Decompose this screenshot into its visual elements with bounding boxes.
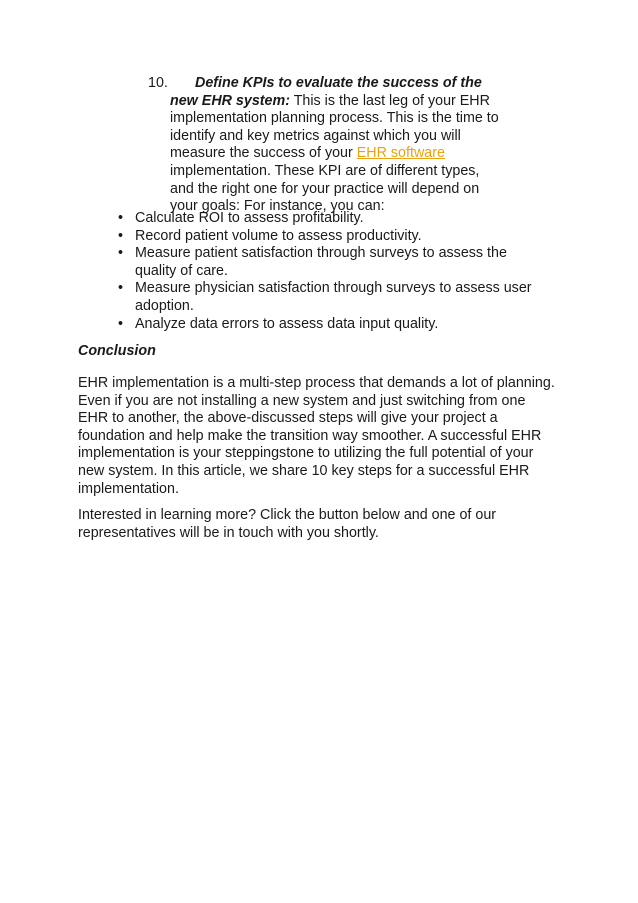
- item-number: 10.: [148, 75, 168, 91]
- bullet-icon: •: [118, 315, 124, 332]
- bullet-icon: •: [118, 227, 124, 244]
- item-line: implementation. These KPI are of different types,: [170, 162, 480, 179]
- conclusion-paragraph: EHR implementation is a multi-step process that demands a lot of planning. Even if you are not installing a new system and just switching from one EHR to another, the above-discussed steps will give your project a foundation and help make the transition way smoother. A successful EHR implementation is your steppingstone to utilizing the full potential of your new system. In this article, we share 10 key steps for a successful EHR implementation.: [78, 375, 555, 497]
- ehr-software-link[interactable]: EHR software: [356, 145, 445, 162]
- bullet-icon: •: [118, 280, 124, 297]
- item-line: [148, 93, 548, 111]
- list-item: • Analyze data errors to assess data input quality.: [118, 315, 439, 332]
- item-line: your goals: For instance, you can:: [170, 198, 385, 215]
- bullet-icon: •: [118, 210, 124, 226]
- bullet-icon: •: [118, 245, 124, 262]
- kpi-bullet-list: [108, 210, 568, 333]
- list-item: • Calculate ROI to assess profitability.: [118, 210, 364, 226]
- list-item: • Measure patient satisfaction through surveys to assess the quality of care.: [118, 245, 507, 279]
- item-heading-line1: Define KPIs to evaluate the success of the: [195, 75, 482, 91]
- item-line: identify and key metrics against which you will: [170, 127, 461, 144]
- item-line: measure the success of your EHR software: [170, 145, 445, 162]
- item-heading-line2: new EHR system:: [170, 92, 290, 109]
- numbered-item-10: [148, 75, 548, 216]
- list-item: • Measure physician satisfaction through surveys to assess user adoption.: [118, 280, 532, 314]
- list-item: • Record patient volume to assess productivity.: [118, 227, 422, 244]
- item-text: This is the last leg of your EHR: [289, 92, 490, 109]
- item-line: and the right one for your practice will depend on: [170, 180, 480, 197]
- cta-paragraph: Interested in learning more? Click the button below and one of our representatives will be in touch with you shortly.: [78, 507, 497, 541]
- conclusion-heading: Conclusion: [78, 343, 156, 359]
- item-line: implementation planning process. This is the time to: [170, 110, 499, 127]
